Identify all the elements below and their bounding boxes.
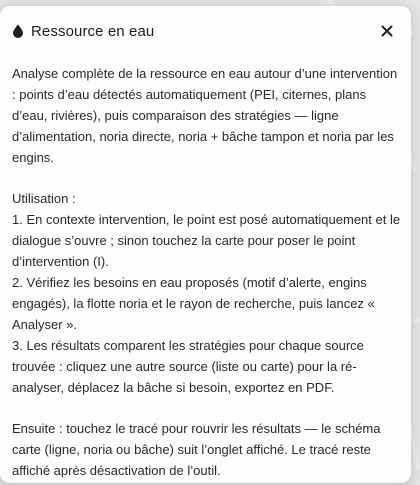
close-button[interactable]	[375, 19, 399, 43]
outro-paragraph: Ensuite : touchez le tracé pour rouvrir les résultats — le schéma carte (ligne, noria ou bâche) suit l’onglet affiché. Le tracé reste affiché après désactivation de l’outil.	[12, 421, 381, 479]
water-resource-dialog	[0, 6, 411, 483]
usage-heading: Utilisation :	[12, 191, 76, 207]
water-drop-icon	[12, 24, 24, 38]
dialog-body	[12, 64, 403, 482]
step-item: 1. En contexte intervention, le point est posé automatiquement et le dialogue s’ouvre ; sinon touchez la carte pour poser le point d’intervention (I).	[12, 212, 401, 270]
close-icon	[381, 25, 393, 37]
dialog-header	[0, 6, 411, 56]
step-item: 2. Vérifiez les besoins en eau proposés (motif d’alerte, engins engagés), la flotte noria et le rayon de recherche, puis lancez « Analyser ».	[12, 275, 375, 332]
dialog-title: Ressource en eau	[31, 22, 155, 40]
intro-paragraph: Analyse complète de la ressource en eau autour d’une intervention : points d’eau détectés automatiquement (PEI, citernes, plans d’eau, rivières), puis comparaison des stratégies — ligne d’alimentation, noria directe, noria + bâche tampon et noria par les engins.	[12, 66, 398, 165]
step-item: 3. Les résultats comparent les stratégies pour chaque source trouvée : cliquez une autre source (liste ou carte) pour la ré-analyser, déplacez la bâche si besoin, exportez en PDF.	[12, 337, 364, 395]
